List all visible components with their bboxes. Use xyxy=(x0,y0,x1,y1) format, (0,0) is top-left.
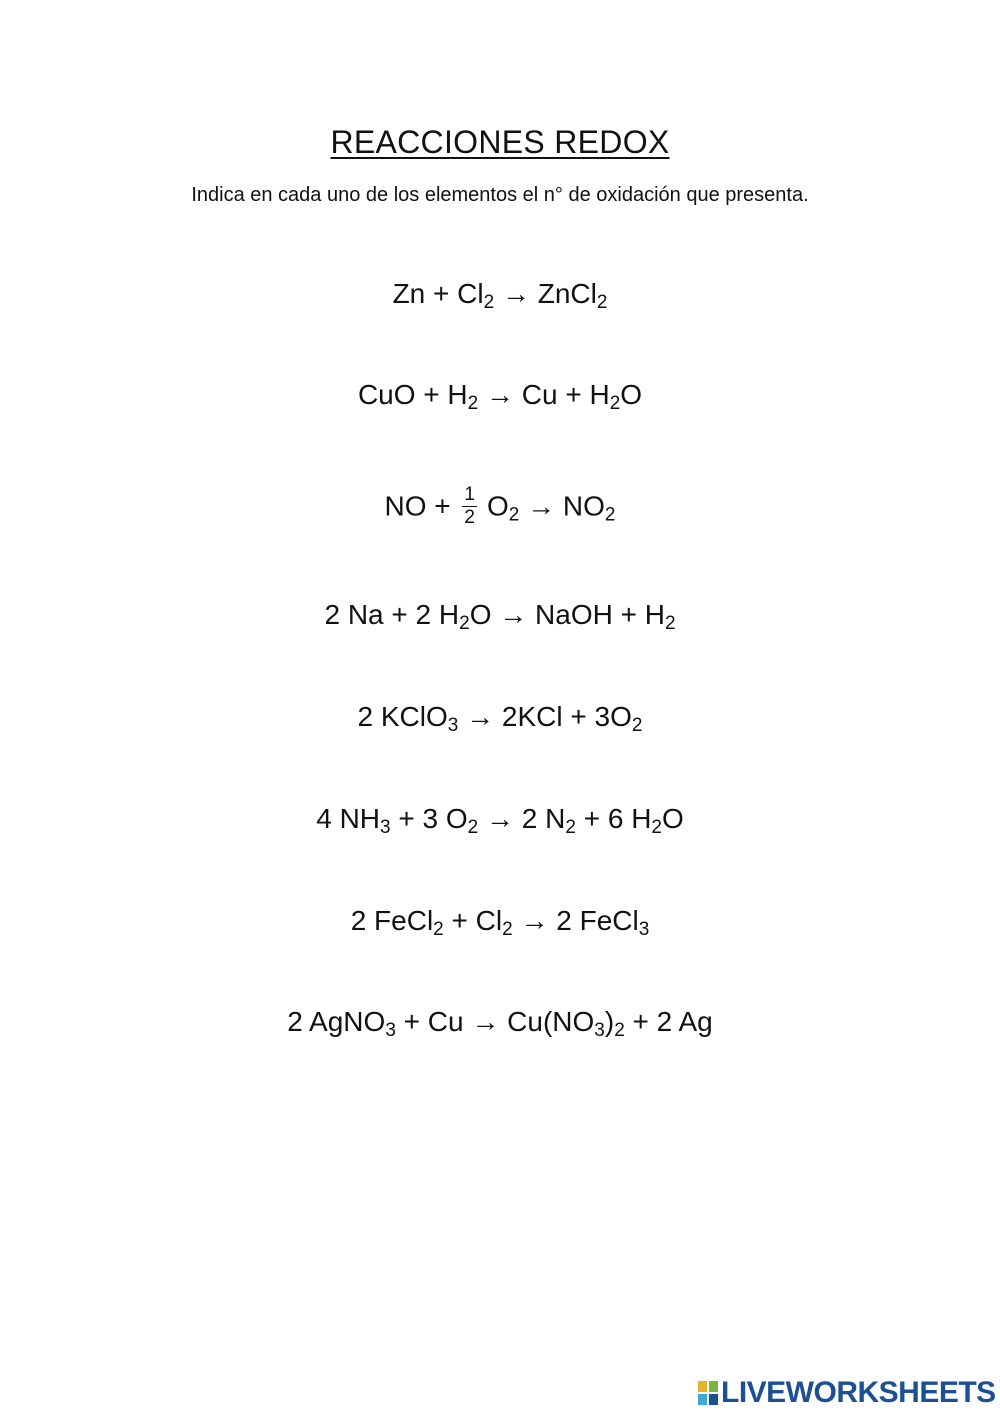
logo-square-4 xyxy=(708,1393,719,1406)
equation-7: 2 FeCl$_2$ + $Cl_2 \to 2$ FeCl$_3$ xyxy=(350,905,650,940)
liveworksheets-brand: LIVEWORKSHEETS xyxy=(721,1376,996,1409)
equation-8: 2 AgNO$_3$ + $Cu \to Cu(NO_3)_2 + 2$ Ag xyxy=(287,1006,713,1041)
equation-6: 4 $NH_3 + 3$ $O_2 \to 2$ $N_2 + 6$ $H_2O$ xyxy=(316,803,684,838)
page-title: REACCIONES REDOX xyxy=(330,124,670,160)
logo-square-3 xyxy=(697,1393,708,1406)
equation-2: CuO + $H_2 \to Cu + H_2O$ xyxy=(357,379,643,414)
equation-3: NO + $\frac{1}{2}$ $O_2 \to NO_2$ xyxy=(384,484,616,528)
equation-4: 2 Na + 2 $H_2O$ → NaOH + $H_2$ xyxy=(324,599,676,634)
logo-square-1 xyxy=(697,1380,708,1393)
liveworksheets-logo-icon xyxy=(697,1380,719,1406)
instruction-text: Indica en cada uno de los elementos el n° de oxidación que presenta. xyxy=(191,184,809,206)
liveworksheets-logo xyxy=(697,1378,996,1408)
equation-5: 2 KClO$_3$ → $2KCl + 3O_2$ xyxy=(357,701,643,736)
equation-1: $Zn + Cl_2$ → ZnCl$_2$ xyxy=(392,278,608,313)
fraction-one-half: $\frac{1}{2}$ xyxy=(464,484,475,528)
logo-square-2 xyxy=(708,1380,719,1393)
